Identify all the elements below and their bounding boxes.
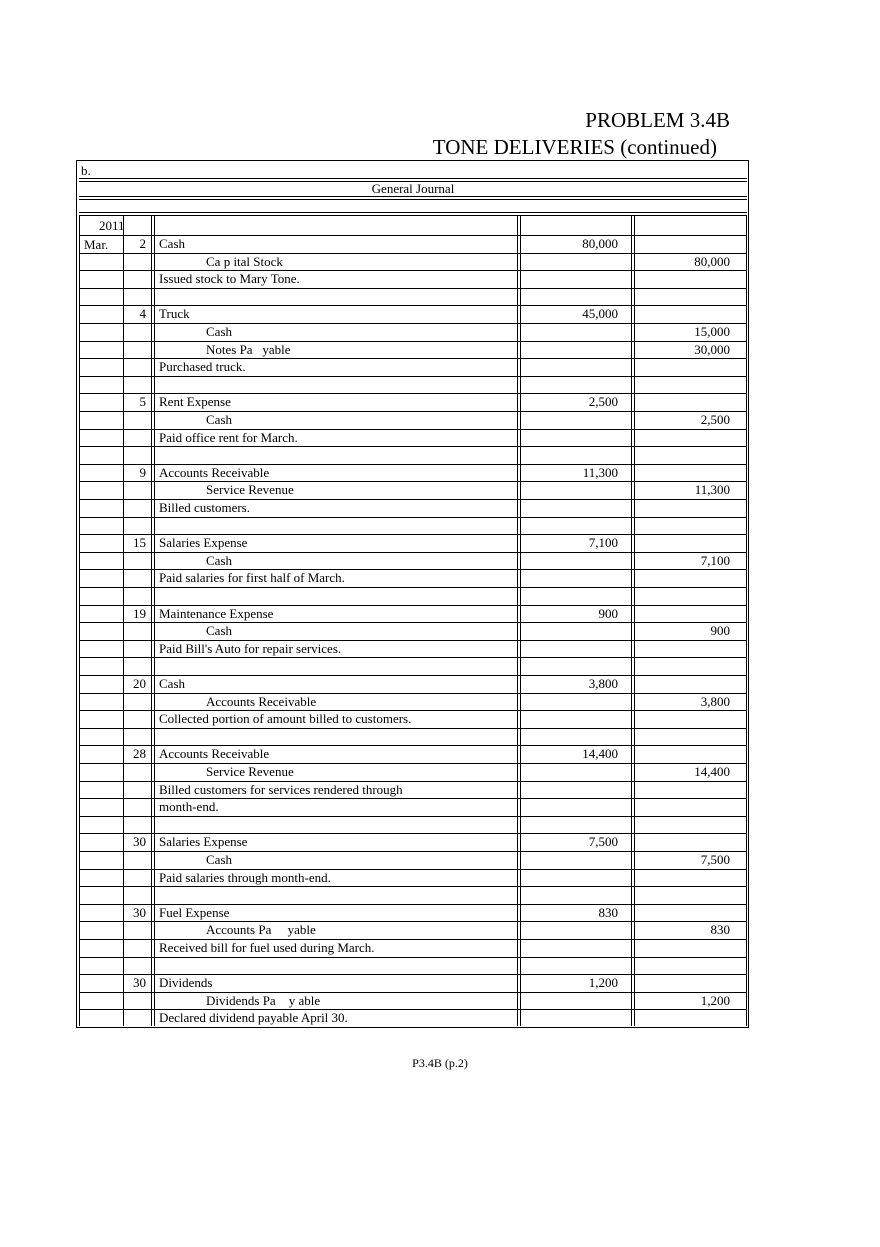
- entry-explanation: Collected portion of amount billed to customers.: [159, 711, 412, 727]
- debit-account: Salaries Expense: [159, 834, 248, 850]
- row-rule: [79, 957, 747, 958]
- company-title: TONE DELIVERIES (continued): [432, 135, 717, 159]
- credit-account: Cash: [206, 623, 232, 639]
- credit-amount: 1,200: [700, 992, 730, 1008]
- column-rule: [517, 215, 518, 1026]
- credit-amount: 830: [710, 922, 730, 938]
- header-rule: [79, 215, 747, 216]
- credit-amount: 7,500: [700, 852, 730, 867]
- debit-account: Cash: [159, 676, 185, 691]
- journal-frame: [76, 160, 749, 1028]
- credit-amount: 2,500: [700, 412, 730, 427]
- debit-amount: 45,000: [582, 306, 618, 322]
- row-rule: [79, 728, 747, 729]
- credit-amount: 11,300: [694, 482, 730, 498]
- debit-account: Cash: [159, 236, 185, 251]
- entry-day: 2: [139, 236, 146, 251]
- debit-amount: 7,100: [588, 535, 618, 551]
- debit-account: Accounts Receivable: [159, 746, 270, 762]
- problem-title: PROBLEM 3.4B: [585, 108, 730, 132]
- entry-day: 4: [139, 306, 146, 322]
- credit-amount: 7,100: [700, 552, 730, 568]
- debit-amount: 7,500: [588, 834, 618, 850]
- credit-amount: 15,000: [694, 324, 730, 339]
- debit-amount: 830: [598, 904, 618, 920]
- entry-day: 9: [139, 464, 146, 480]
- credit-account: Dividends Pa y able: [206, 992, 321, 1008]
- page-footer: P3.4B (p.2): [412, 1056, 468, 1070]
- entry-day: 19: [133, 605, 146, 621]
- entry-day: 30: [133, 975, 146, 991]
- debit-amount: 80,000: [582, 236, 618, 251]
- entry-day: 30: [133, 834, 146, 850]
- row-rule: [79, 446, 747, 447]
- debit-account: Dividends: [159, 975, 213, 991]
- credit-account: Cash: [206, 552, 232, 568]
- debit-account: Fuel Expense: [159, 904, 230, 920]
- entry-explanation: Paid salaries for first half of March.: [159, 570, 345, 586]
- journal-title: General Journal: [371, 181, 455, 196]
- credit-account: Notes Pa yable: [206, 341, 291, 357]
- entry-explanation: Billed customers.: [159, 500, 250, 515]
- row-rule: [79, 886, 747, 887]
- row-rule: [79, 517, 747, 518]
- column-rule: [631, 215, 632, 1026]
- entry-explanation: Paid salaries through month-end.: [159, 869, 331, 885]
- credit-account: Service Revenue: [206, 482, 294, 498]
- credit-account: Ca p ital Stock: [206, 253, 283, 269]
- entry-explanation: Purchased truck.: [159, 359, 246, 375]
- credit-amount: 80,000: [694, 253, 730, 269]
- credit-account: Accounts Receivable: [206, 693, 317, 709]
- entry-explanation: Issued stock to Mary Tone.: [159, 271, 300, 287]
- debit-amount: 2,500: [588, 394, 618, 410]
- debit-amount: 3,800: [588, 676, 618, 691]
- entry-day: 30: [133, 904, 146, 920]
- debit-amount: 1,200: [588, 975, 618, 991]
- header-rule: [79, 212, 747, 213]
- entry-day: 20: [133, 676, 146, 691]
- header-rule: [79, 199, 747, 200]
- credit-account: Cash: [206, 412, 232, 427]
- entry-day: 15: [133, 535, 146, 551]
- row-rule: [79, 376, 747, 377]
- row-rule: [79, 1027, 747, 1028]
- credit-amount: 3,800: [700, 693, 730, 709]
- credit-account: Accounts Pa yable: [206, 922, 316, 938]
- debit-account: Maintenance Expense: [159, 605, 274, 621]
- row-rule: [79, 816, 747, 817]
- credit-account: Cash: [206, 324, 232, 339]
- credit-amount: 14,400: [694, 764, 730, 779]
- column-rule: [154, 215, 155, 1026]
- debit-account: Accounts Receivable: [159, 464, 270, 480]
- credit-account: Cash: [206, 852, 232, 867]
- header-rule: [79, 181, 747, 182]
- header-rule: [79, 196, 747, 197]
- column-rule: [746, 215, 747, 1026]
- part-label: b.: [81, 163, 91, 178]
- header-rule: [79, 178, 747, 179]
- debit-account: Truck: [159, 306, 190, 322]
- column-rule: [79, 215, 80, 1026]
- entry-explanation: Declared dividend payable April 30.: [159, 1010, 348, 1026]
- year-label: 2011: [99, 218, 125, 233]
- debit-account: Rent Expense: [159, 394, 231, 410]
- entry-day: 5: [139, 394, 146, 410]
- debit-account: Salaries Expense: [159, 535, 248, 551]
- entry-explanation: month-end.: [159, 799, 219, 815]
- debit-amount: 11,300: [582, 464, 618, 480]
- entry-day: 28: [133, 746, 146, 762]
- credit-amount: 900: [710, 623, 730, 639]
- row-rule: [79, 657, 747, 658]
- entry-explanation: Paid Bill's Auto for repair services.: [159, 640, 342, 656]
- debit-amount: 14,400: [582, 746, 618, 762]
- entry-explanation: Received bill for fuel used during March.: [159, 940, 375, 955]
- row-rule: [79, 288, 747, 289]
- credit-amount: 30,000: [694, 341, 730, 357]
- credit-account: Service Revenue: [206, 764, 294, 779]
- row-rule: [79, 587, 747, 588]
- entry-explanation: Billed customers for services rendered through: [159, 781, 403, 797]
- debit-amount: 900: [598, 605, 618, 621]
- month-label: Mar.: [84, 237, 109, 252]
- entry-explanation: Paid office rent for March.: [159, 429, 298, 445]
- column-rule: [151, 215, 152, 1026]
